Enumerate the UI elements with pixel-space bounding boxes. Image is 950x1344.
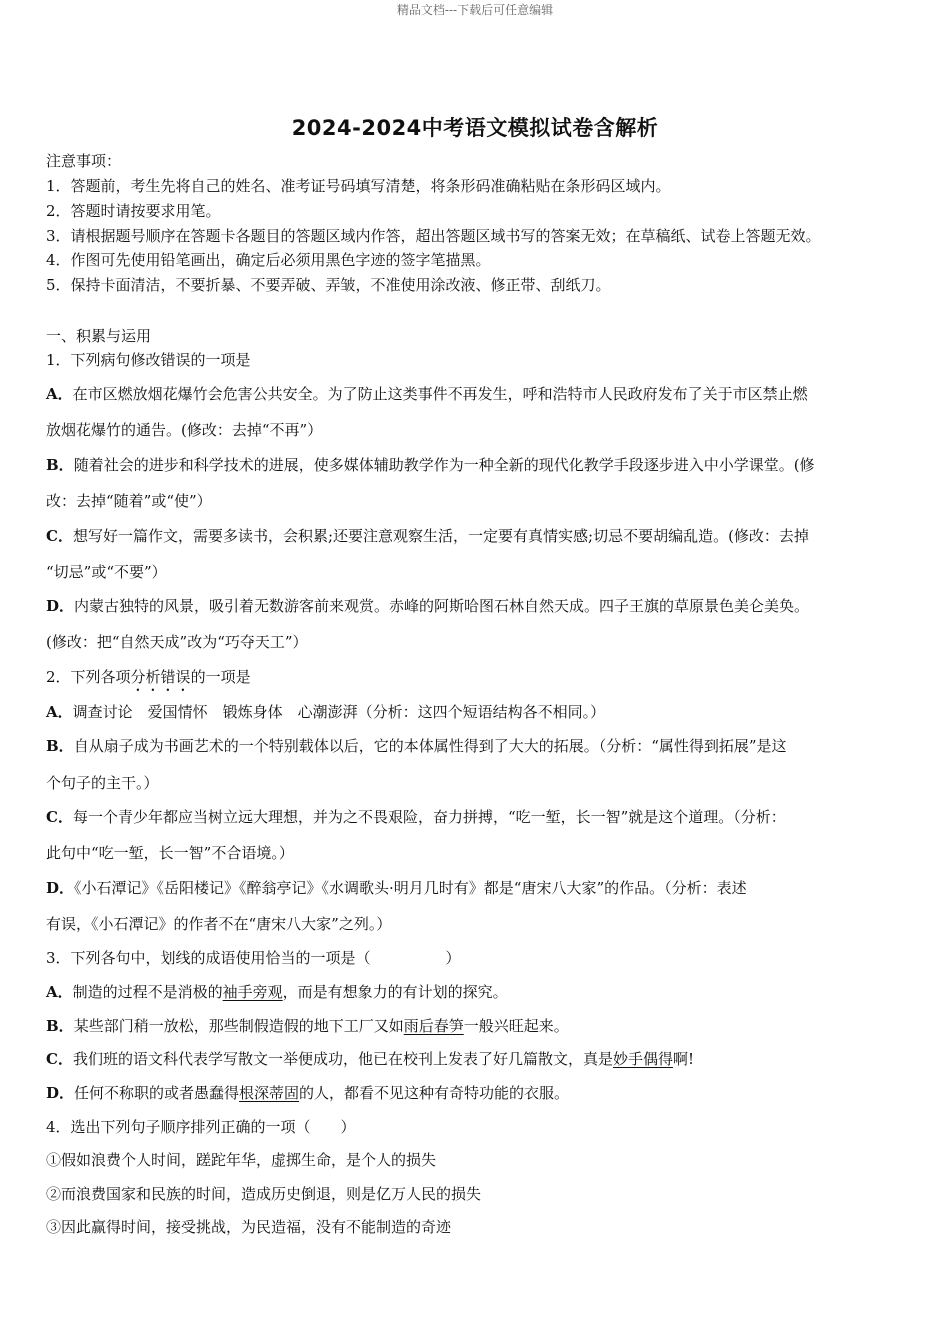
option-label: D． [46, 1084, 75, 1102]
note-item: 5．保持卡面清洁，不要折暴、不要弄破、弄皱，不准使用涂改液、修正带、刮纸刀。 [46, 276, 611, 294]
q2-option-c-cont: 此句中“吃一堑，长一智”不合语境。） [46, 844, 294, 862]
option-text: 调查讨论 爱国情怀 锻炼身体 心潮澎湃（分析：这四个短语结构各不相同。） [72, 703, 606, 721]
q3-option-d [46, 1083, 569, 1103]
emphasis-text: 分析错误 [130, 668, 191, 686]
option-text: 想写好一篇作文，需要多读书，会积累;还要注意观察生活，一定要有真情实感;切忌不要胡编乱造。(修改：去掉 [72, 527, 809, 545]
option-text: 每一个青少年都应当树立远大理想，并为之不畏艰险，奋力拼搏，“吃一堑，长一智”就是这个道理。（分析： [72, 808, 786, 826]
q1-option-d [46, 596, 809, 616]
option-text: ，而是有想象力的有计划的探究。 [282, 983, 508, 1001]
option-label: D． [46, 597, 75, 615]
q2-option-d [46, 878, 747, 898]
watermark: 精品文档---下载后可任意编辑 [396, 3, 554, 17]
option-label: A． [46, 703, 73, 721]
q4-sentence-2: ②而浪费国家和民族的时间，造成历史倒退，则是亿万人民的损失 [46, 1185, 482, 1203]
note-item: 1．答题前，考生先将自己的姓名、准考证号码填写清楚，将条形码准确粘贴在条形码区域内。 [46, 177, 671, 195]
option-label: C． [46, 527, 73, 545]
q2-option-c [46, 807, 786, 827]
option-text: 我们班的语文科代表学写散文一举便成功，他已在校刊上发表了好几篇散文，真是 [72, 1050, 613, 1068]
option-text: 在市区燃放烟花爆竹会危害公共安全。为了防止这类事件不再发生，呼和浩特市人民政府发布了关于市区禁止燃 [72, 385, 808, 403]
underlined-idiom: 袖手旁观 [222, 983, 283, 1001]
q3-option-a [46, 982, 508, 1002]
option-text: 某些部门稍一放松，那些制假造假的地下工厂又如 [73, 1017, 404, 1035]
q2-option-d-cont: 有误，《小石潭记》的作者不在“唐宋八大家”之列。） [46, 915, 392, 933]
underlined-idiom: 雨后春笋 [403, 1017, 464, 1035]
note-item: 4．作图可先使用铅笔画出，确定后必须用黑色字迹的签字笔描黑。 [46, 251, 491, 269]
option-text: 制造的过程不是消极的 [72, 983, 223, 1001]
option-text: 的人，都看不见这种有奇特功能的衣服。 [299, 1084, 570, 1102]
q3-option-b [46, 1016, 569, 1036]
option-label: D． [46, 879, 75, 897]
option-label: B． [46, 456, 74, 474]
q1-option-c [46, 526, 809, 546]
q1-option-c-cont: “切忌”或“不要”） [46, 563, 167, 581]
q1-option-b-cont: 改：去掉“随着”或“使”） [46, 492, 212, 510]
option-label: A． [46, 385, 73, 403]
underlined-idiom: 根深蒂固 [239, 1084, 300, 1102]
option-text: 自从扇子成为书画艺术的一个特别载体以后，它的本体属性得到了大大的拓展。（分析：“属性得到拓展”是这 [73, 737, 787, 755]
question-4-stem: 4．选出下列句子顺序排列正确的一项（ ） [46, 1118, 356, 1136]
option-text: 任何不称职的或者愚蠢得 [74, 1084, 240, 1102]
section-heading: 一、积累与运用 [46, 327, 152, 345]
option-text: 一般兴旺起来。 [463, 1017, 569, 1035]
question-2-stem [46, 667, 251, 695]
note-item: 2．答题时请按要求用笔。 [46, 202, 221, 220]
stem-text: 的一项是 [190, 668, 251, 686]
q1-option-a-cont: 放烟花爆竹的通告。(修改：去掉“不再”） [46, 421, 323, 439]
stem-text: 2．下列各项 [46, 668, 131, 686]
q4-sentence-3: ③因此赢得时间，接受挑战，为民造福，没有不能制造的奇迹 [46, 1218, 452, 1236]
page-title: 2024-2024中考语文模拟试卷含解析 [291, 116, 659, 140]
question-1-stem: 1．下列病句修改错误的一项是 [46, 351, 251, 369]
option-label: C． [46, 1050, 73, 1068]
option-text: 随着社会的进步和科学技术的进展，使多媒体辅助教学作为一种全新的现代化教学手段逐步进入中小学课堂。(修 [73, 456, 815, 474]
q1-option-d-cont: (修改：把“自然天成”改为“巧夺天工”） [46, 633, 308, 651]
question-3-stem: 3．下列各句中，划线的成语使用恰当的一项是（ ） [46, 949, 461, 967]
q1-option-b [46, 455, 815, 475]
q3-option-c [46, 1049, 694, 1069]
option-text: 《小石潭记》《岳阳楼记》《醉翁亭记》《水调歌头·明月几时有》都是“唐宋八大家”的作品。（分析：表述 [74, 879, 747, 897]
q1-option-a [46, 384, 808, 404]
option-label: B． [46, 737, 74, 755]
option-label: A． [46, 983, 73, 1001]
option-label: C． [46, 808, 73, 826]
q2-option-b [46, 736, 787, 756]
underlined-idiom: 妙手偶得 [612, 1050, 673, 1068]
note-item: 3．请根据题号顺序在答题卡各题目的答题区域内作答，超出答题区域书写的答案无效；在草稿纸、试卷上答题无效。 [46, 227, 821, 245]
q2-option-a [46, 702, 605, 722]
option-text: 内蒙古独特的风景，吸引着无数游客前来观赏。赤峰的阿斯哈图石林自然天成。四子王旗的草原景色美仑美奂。 [74, 597, 810, 615]
q4-sentence-1: ①假如浪费个人时间，蹉跎年华，虚掷生命，是个人的损失 [46, 1151, 437, 1169]
option-label: B． [46, 1017, 74, 1035]
option-text: 啊! [672, 1050, 695, 1068]
notes-heading: 注意事项： [46, 152, 122, 170]
q2-option-b-cont: 个句子的主干。） [46, 774, 159, 792]
